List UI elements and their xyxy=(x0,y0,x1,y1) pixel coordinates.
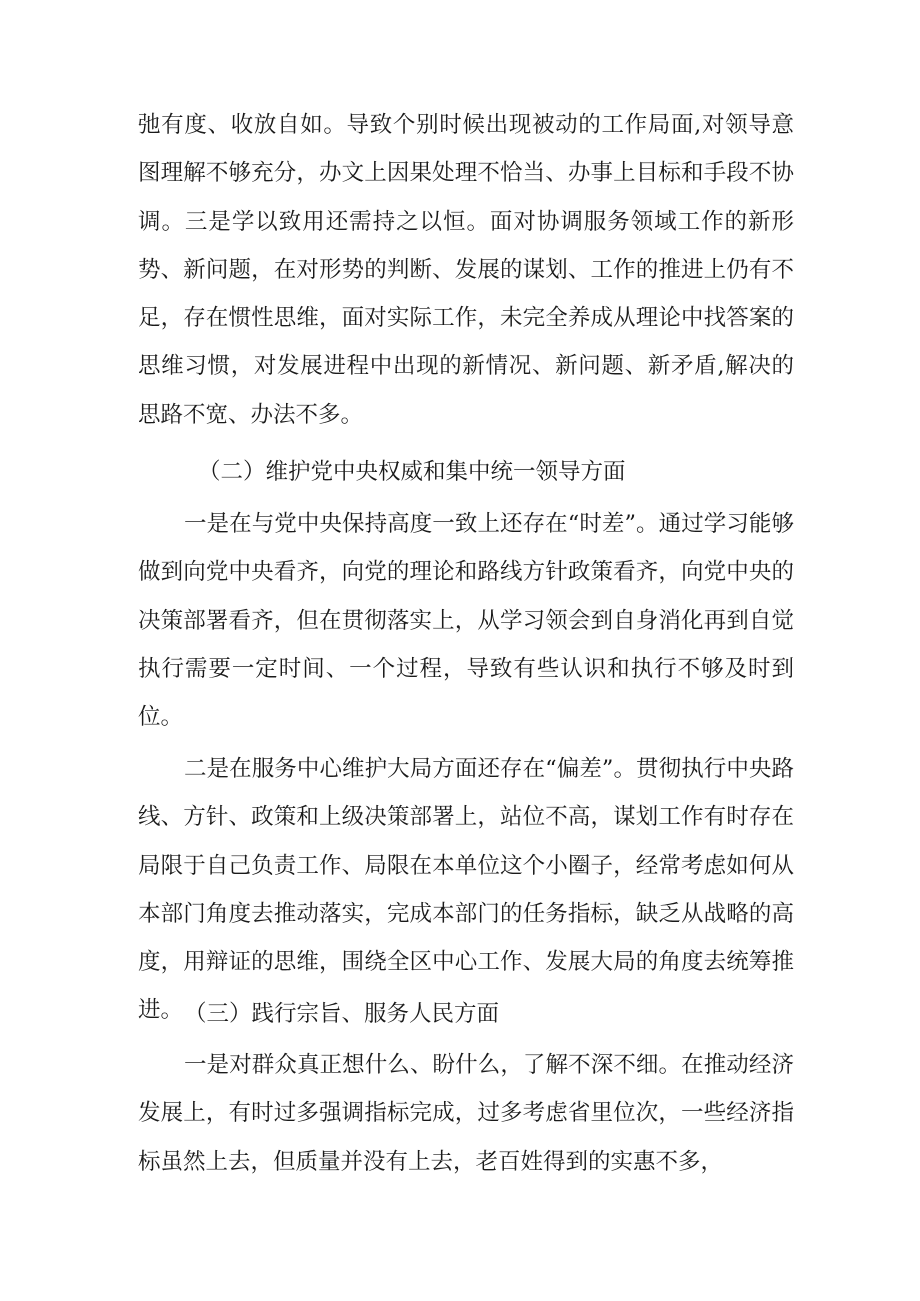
paragraph-text: 一是在与党中央保持高度一致上还存在“时差”。通过学习能够做到向党中央看齐，向党的理论和路线方针政策看齐，向党中央的决策部署看齐，但在贯彻落实上，从学习领会到自身消化再到自觉执行需要一定时间、一个过程，导致有些认识和执行不够及时到位。 xyxy=(138,511,794,731)
section-heading-text: （三）践行宗旨、服务人民方面 xyxy=(184,1001,500,1027)
paragraph-text: 一是对群众真正想什么、盼什么，了解不深不细。在推动经济发展上，有时过多强调指标完成，过多考虑省里位次，一些经济指标虽然上去，但质量并没有上去，老百姓得到的实惠不多， xyxy=(138,1052,794,1175)
paragraph-masses xyxy=(138,1041,794,1186)
section-heading-3 xyxy=(138,990,794,1038)
paragraph-text: 二是在服务中心维护大局方面还存在“偏差”。贯彻执行中央路线、方针、政策和上级决策部署上，站位不高，谋划工作有时存在局限于自己负责工作、局限在本单位这个小圈子，经常考虑如何从本部门角度去推动落实，完成本部门的任务指标，缺乏从战略的高度，用辩证的思维，围绕全区中心工作、发展大局的角度去统筹推进。 xyxy=(138,756,794,1024)
section-heading-text: （二）维护党中央权威和集中统一领导方面 xyxy=(198,459,626,485)
paragraph-continuation xyxy=(138,101,794,439)
paragraph-text: 弛有度、收放自如。导致个别时候出现被动的工作局面,对领导意图理解不够充分，办文上因果处理不恰当、办事上目标和手段不协调。三是学以致用还需持之以恒。面对协调服务领域工作的新形势、新问题，在对形势的判断、发展的谋划、工作的推进上仍有不足，存在惯性思维，面对实际工作，未完全养成从理论中找答案的思维习惯，对发展进程中出现的新情况、新问题、新矛盾,解决的思路不宽、办法不多。 xyxy=(138,112,794,428)
section-heading-2 xyxy=(138,448,794,496)
paragraph-time-lag xyxy=(138,500,794,741)
